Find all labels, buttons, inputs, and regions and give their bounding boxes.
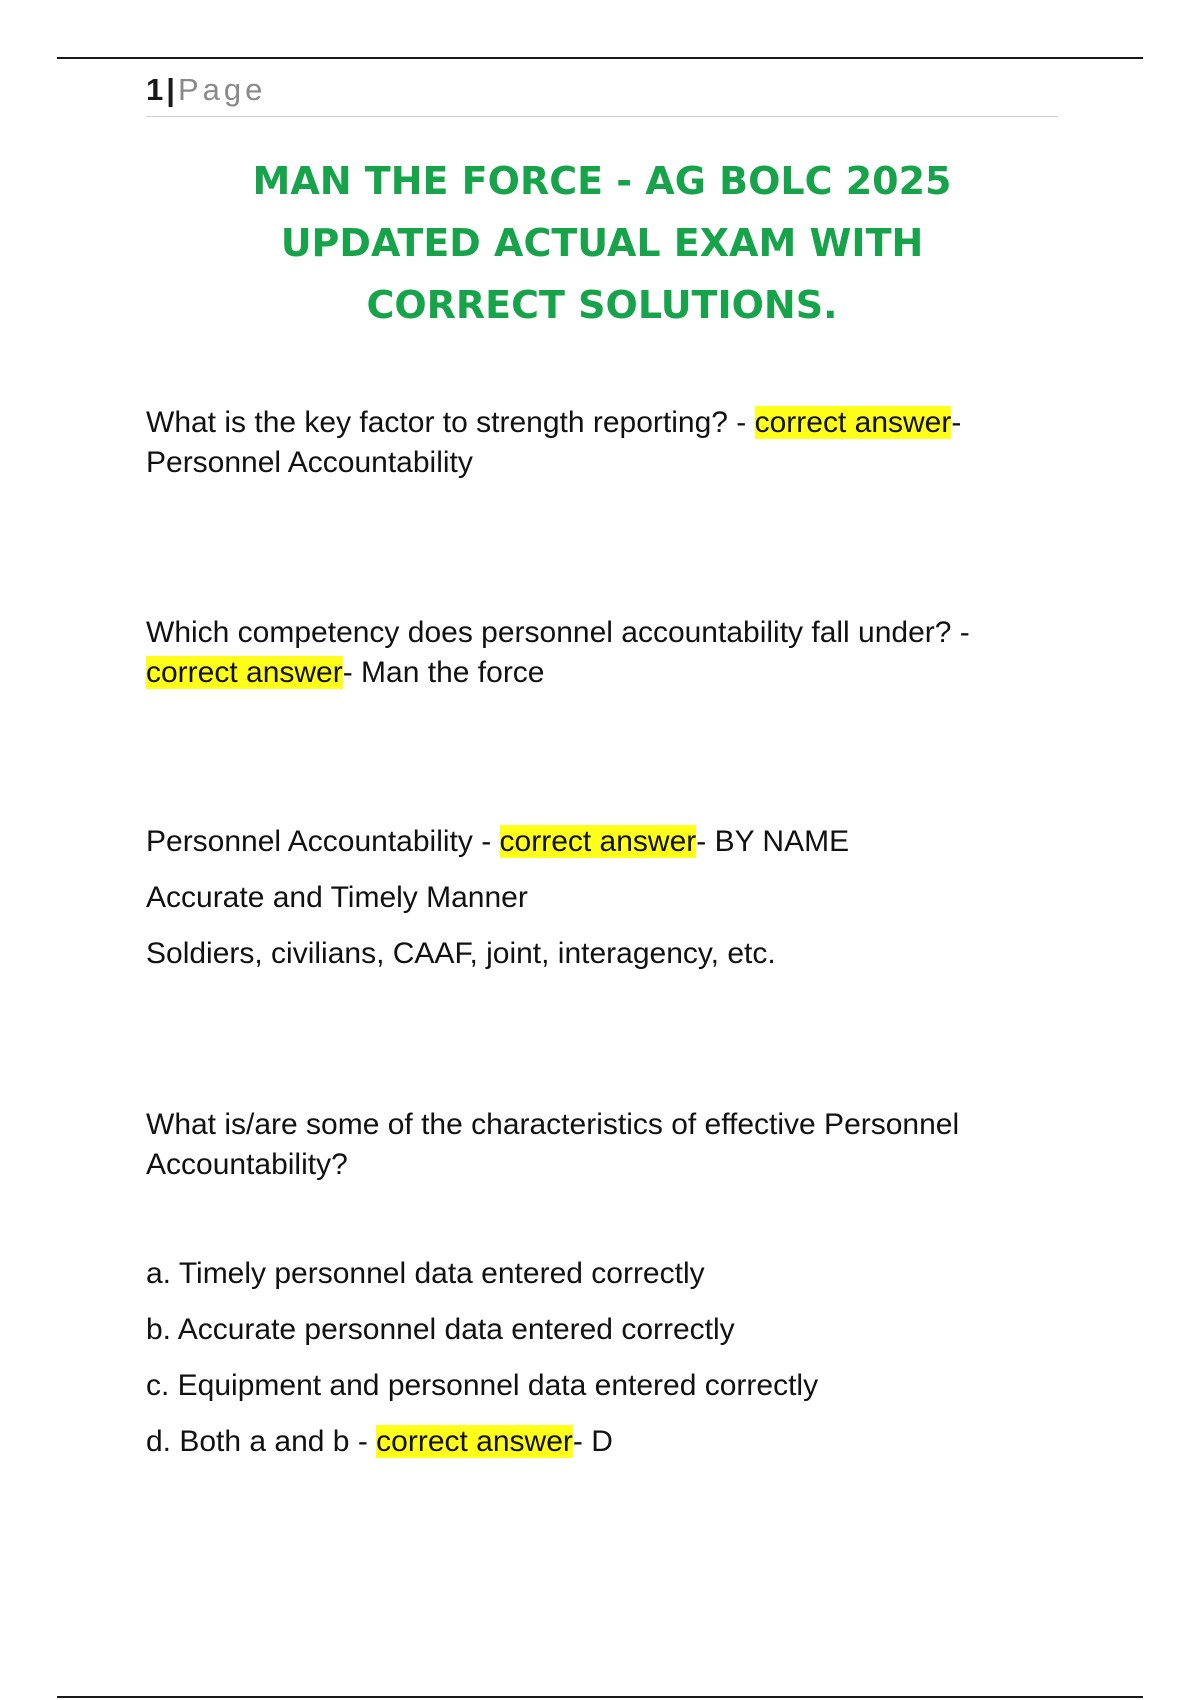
question-4-text: What is/are some of the characteristics of effective Personnel Accountability? <box>146 1108 960 1181</box>
option-c: c. Equipment and personnel data entered correctly <box>146 1369 819 1402</box>
question-1-answer: Personnel Accountability <box>146 446 473 479</box>
option-d-answer: - D <box>572 1425 613 1458</box>
title-line-1: MAN THE FORCE - AG BOLC 2025 <box>252 159 952 203</box>
correct-answer-highlight: correct answer <box>754 406 952 439</box>
question-3-detail-2: Soldiers, civilians, CAAF, joint, interagency, etc. <box>146 937 776 970</box>
correct-answer-highlight: correct answer <box>376 1425 573 1458</box>
option-b: b. Accurate personnel data entered correctly <box>146 1313 735 1346</box>
option-d <box>146 1414 1066 1470</box>
question-3 <box>146 814 1066 982</box>
page-number: 1 <box>146 72 164 107</box>
question-3-answer: - BY NAME <box>696 825 850 858</box>
question-2-answer: - Man the force <box>342 656 545 689</box>
question-4 <box>146 1105 1066 1185</box>
question-3-text: Personnel Accountability - <box>146 825 500 858</box>
title-line-3: CORRECT SOLUTIONS. <box>366 283 838 327</box>
bottom-rule <box>57 1696 1143 1698</box>
question-1-text: What is the key factor to strength reporting? - <box>146 406 755 439</box>
document-title <box>146 150 1058 336</box>
page-header <box>146 70 1058 117</box>
question-2 <box>146 613 1066 693</box>
correct-answer-highlight: correct answer <box>499 825 697 858</box>
question-4-options <box>146 1246 1066 1470</box>
correct-answer-highlight: correct answer <box>146 656 343 689</box>
question-1 <box>146 403 1066 483</box>
question-2-text: Which competency does personnel accountability fall under? - <box>146 616 970 649</box>
page-separator: | <box>166 72 175 107</box>
title-line-2: UPDATED ACTUAL EXAM WITH <box>280 221 924 265</box>
option-a: a. Timely personnel data entered correctly <box>146 1257 705 1290</box>
question-1-suffix: - <box>951 406 962 439</box>
option-d-text: d. Both a and b - <box>146 1425 377 1458</box>
top-rule <box>57 57 1143 59</box>
page-label: Page <box>177 72 267 107</box>
question-3-detail-1: Accurate and Timely Manner <box>146 881 528 914</box>
